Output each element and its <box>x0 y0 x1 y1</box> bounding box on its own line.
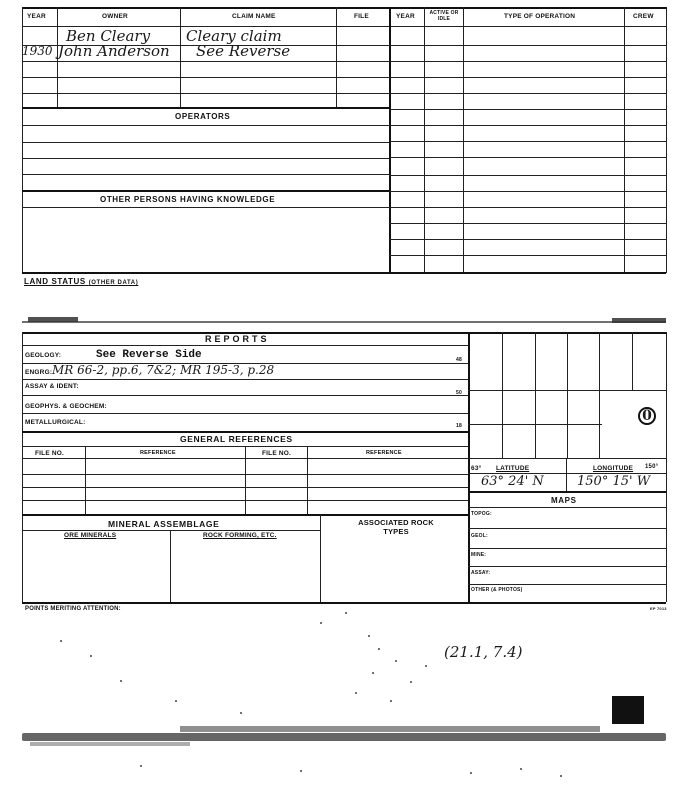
col-file: FILE <box>354 13 369 20</box>
reports-title: REPORTS <box>205 334 270 344</box>
col-active-idle: ACTIVE OR IDLE <box>429 10 459 22</box>
maps-other: OTHER (& PHOTOS) <box>471 587 523 593</box>
assay-label: ASSAY & IDENT: <box>25 383 79 390</box>
col-claim-name: CLAIM NAME <box>232 13 276 20</box>
operators-label: OPERATORS <box>175 112 231 121</box>
assoc-rock-types: ASSOCIATED ROCK TYPES <box>358 518 434 536</box>
scan-band-2 <box>180 726 600 732</box>
maps-mine: MINE: <box>471 552 487 558</box>
engrg-label: ENGRG: <box>25 369 53 376</box>
geology-label: GEOLOGY: <box>25 352 62 359</box>
col-crew: CREW <box>633 13 654 20</box>
scan-band <box>22 733 666 741</box>
longitude-value: 150° 15' W <box>577 474 651 489</box>
maps-geol: GEOL: <box>471 533 488 539</box>
metallurgical-label: METALLURGICAL: <box>25 419 86 426</box>
gr-file-no-1: FILE NO. <box>35 450 65 457</box>
general-refs-title: GENERAL REFERENCES <box>180 434 293 444</box>
col-year-2: YEAR <box>396 13 415 20</box>
gr-reference-1: REFERENCE <box>140 450 176 456</box>
latitude-value: 63° 24' N <box>481 474 544 489</box>
col-year: YEAR <box>27 13 46 20</box>
claim-2: See Reverse <box>196 42 291 60</box>
margin-48: 48 <box>456 357 462 363</box>
circle-mark: 0 <box>638 407 656 425</box>
maps-assay: ASSAY: <box>471 570 491 576</box>
col-ore-minerals: ORE MINERALS <box>64 532 117 539</box>
maps-topog: TOPOG: <box>471 511 492 517</box>
col-rock-forming: ROCK FORMING, ETC. <box>203 532 277 539</box>
mineral-title: MINERAL ASSEMBLAGE <box>108 519 220 529</box>
black-square <box>612 696 644 724</box>
handwritten-coords: (21.1, 7.4) <box>444 643 523 661</box>
gr-reference-2: REFERENCE <box>366 450 402 456</box>
maps-title: MAPS <box>551 496 577 505</box>
margin-18: 18 <box>456 423 462 429</box>
scan-smudge-top-left <box>28 317 78 322</box>
engrg-value: MR 66-2, pp.6, 7&2; MR 195-3, p.28 <box>52 363 275 377</box>
claim-1: Cleary claim <box>186 27 282 45</box>
land-status-label: LAND STATUS (OTHER DATA) <box>24 277 139 286</box>
points-label: POINTS MERITING ATTENTION: <box>25 606 121 612</box>
gr-file-no-2: FILE NO. <box>262 450 292 457</box>
lat-prefix: 63° <box>471 465 482 472</box>
geophys-label: GEOPHYS. & GEOCHEM: <box>25 403 107 410</box>
margin-50: 50 <box>456 390 462 396</box>
col-owner: OWNER <box>102 13 128 20</box>
lon-suffix: 150° <box>645 464 659 470</box>
owner-1: Ben Cleary <box>66 27 151 45</box>
scan-band-3 <box>30 742 190 746</box>
longitude-label: LONGITUDE <box>593 465 634 472</box>
knowledge-label: OTHER PERSONS HAVING KNOWLEDGE <box>100 195 276 204</box>
scan-smudge-top-right <box>612 318 666 323</box>
latitude-label: LATITUDE <box>496 465 530 472</box>
col-type-operation: TYPE OF OPERATION <box>504 13 576 20</box>
form-number: EP 7013 <box>650 606 667 611</box>
geology-value: See Reverse Side <box>96 349 202 361</box>
year-2: 1930 <box>22 44 53 58</box>
scan-smudge-top <box>22 321 666 323</box>
owner-2: John Anderson <box>58 42 170 60</box>
